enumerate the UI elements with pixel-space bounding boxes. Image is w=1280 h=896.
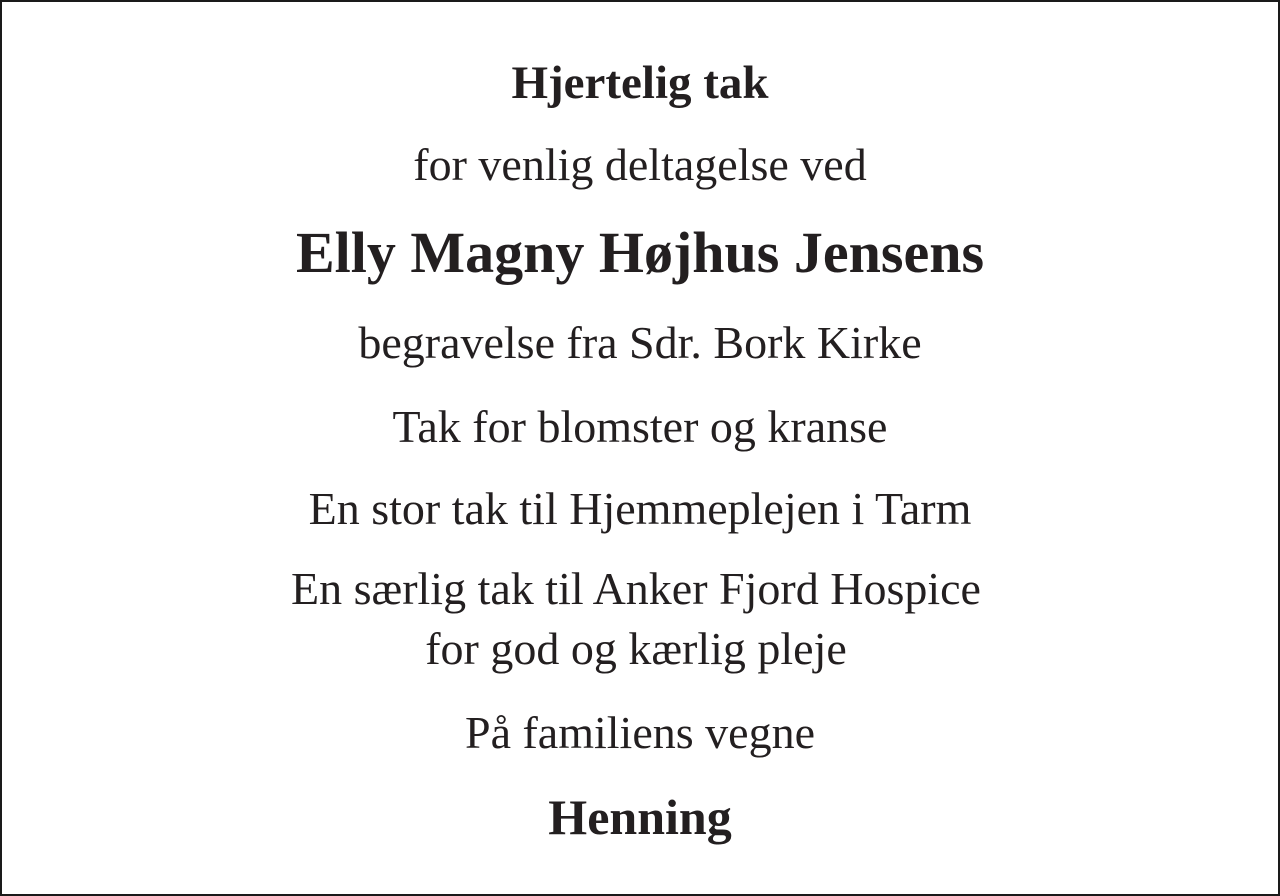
thanks-homecare: En stor tak til Hjemmeplejen i Tarm (308, 483, 972, 534)
on-behalf-line: På familiens vegne (464, 707, 815, 758)
notice-intro: for venlig deltagelse ved (413, 139, 867, 190)
thanks-flowers: Tak for blomster og kranse (392, 401, 888, 452)
thanks-hospice-line-2: for god og kærlig pleje (425, 623, 847, 674)
funeral-line: begravelse fra Sdr. Bork Kirke (358, 317, 922, 368)
deceased-name: Elly Magny Højhus Jensens (295, 220, 985, 285)
notice-heading: Hjertelig tak (511, 57, 769, 109)
thanks-hospice-line-1: En særlig tak til Anker Fjord Hospice (291, 563, 981, 614)
signature: Henning (548, 789, 732, 845)
